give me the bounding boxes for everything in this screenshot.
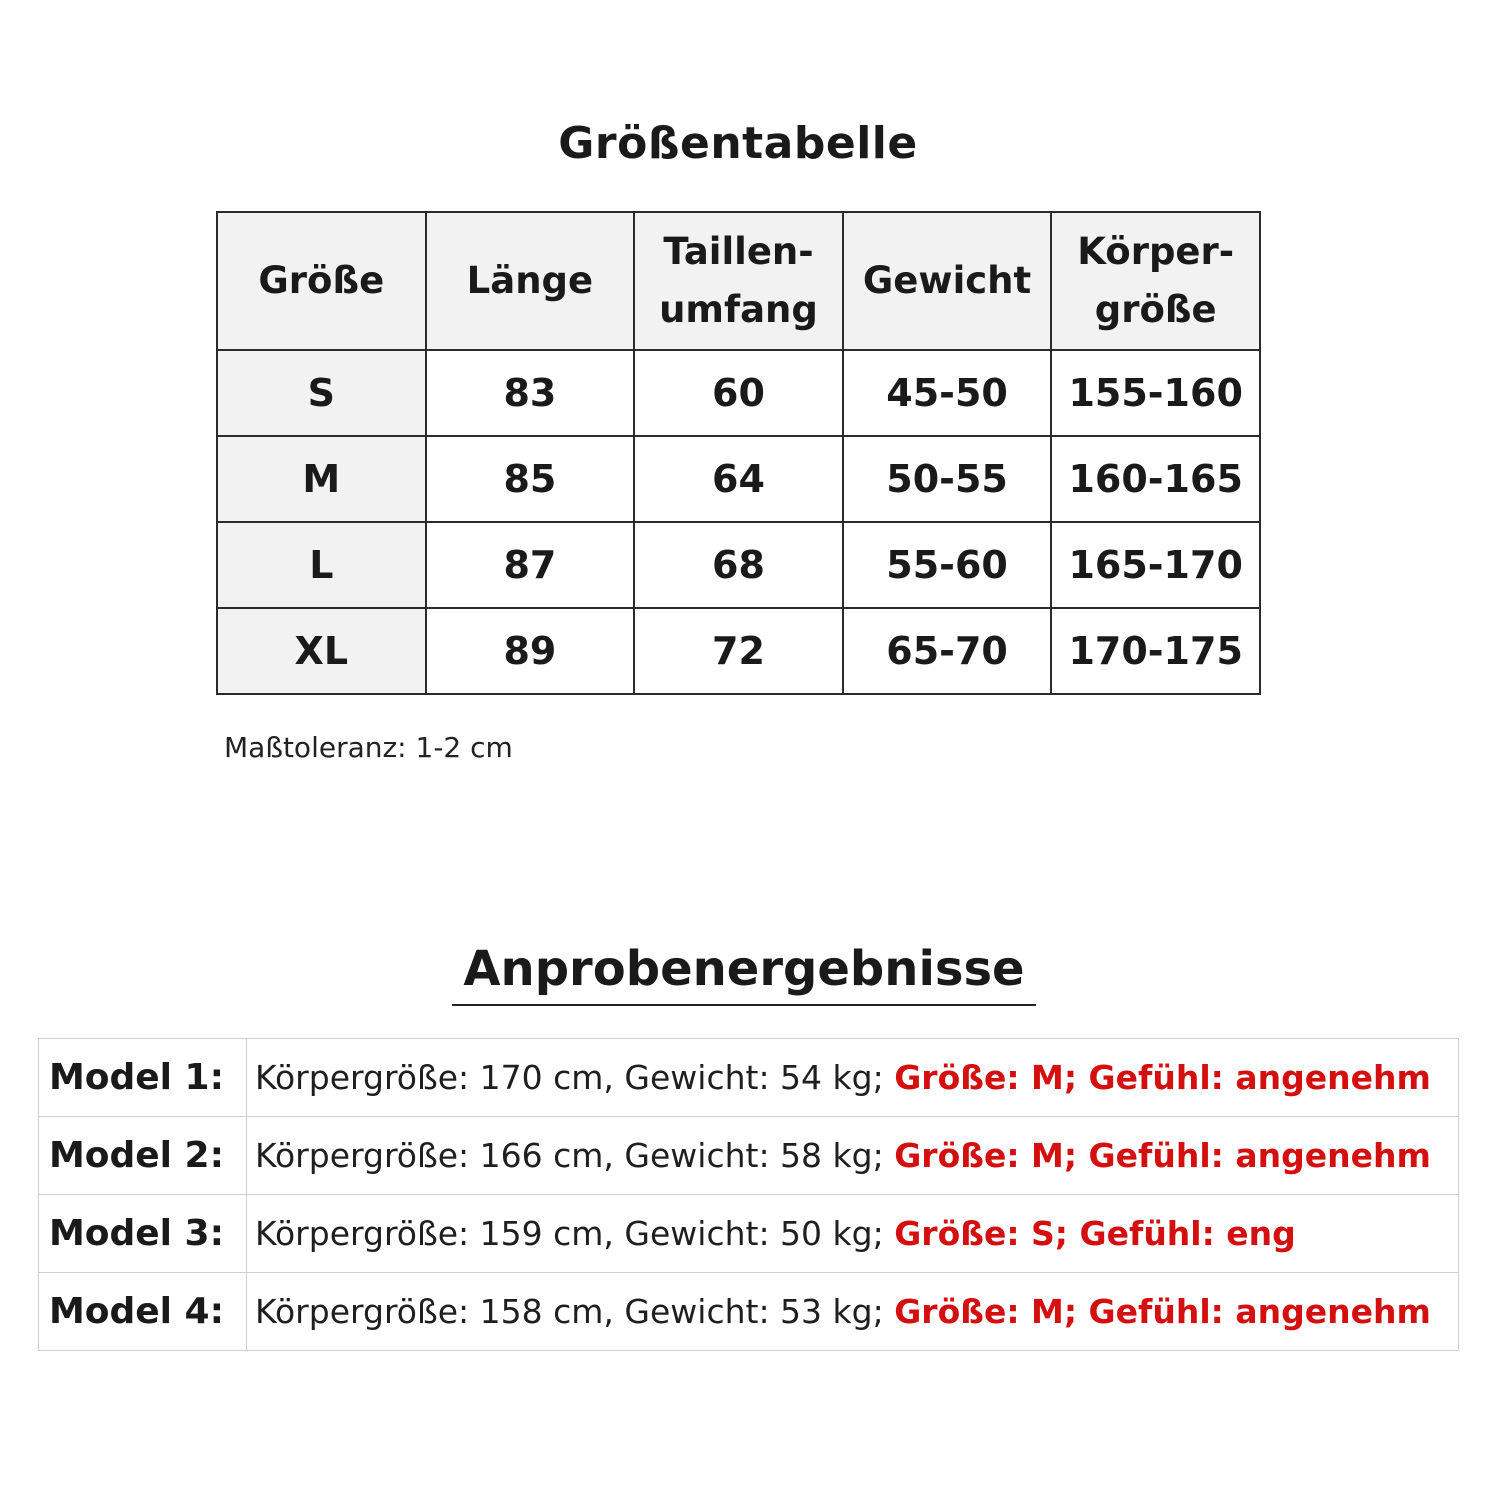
header-cell-length — [426, 212, 635, 350]
fit-results-title: Anprobenergebnisse — [463, 941, 1025, 997]
table-row — [39, 1273, 1459, 1351]
weight-cell: 45-50 — [843, 350, 1052, 436]
size-chart-title: Größentabelle — [558, 118, 918, 169]
body-height-cell: 170-175 — [1051, 608, 1260, 694]
length-cell: 87 — [426, 522, 635, 608]
body-height-cell: 155-160 — [1051, 350, 1260, 436]
model-fit-result: Größe: S; Gefühl: eng — [894, 1214, 1296, 1253]
model-fit-result: Größe: M; Gefühl: angenehm — [894, 1292, 1431, 1331]
model-label: Model 4: — [39, 1273, 247, 1351]
table-row — [217, 608, 1260, 694]
model-fit-result: Größe: M; Gefühl: angenehm — [894, 1058, 1431, 1097]
header-line: Gewicht — [862, 259, 1032, 302]
model-detail — [247, 1195, 1459, 1273]
header-cell-body-height — [1051, 212, 1260, 350]
header-cell-size — [217, 212, 426, 350]
size-cell: XL — [217, 608, 426, 694]
model-label: Model 1: — [39, 1039, 247, 1117]
size-chart-header-row — [217, 212, 1260, 350]
table-row — [217, 436, 1260, 522]
fit-results-title-underline — [452, 1004, 1036, 1006]
header-line: Körper- — [1077, 230, 1235, 273]
table-row — [217, 522, 1260, 608]
length-cell: 85 — [426, 436, 635, 522]
model-measurements: Körpergröße: 166 cm, Gewicht: 58 kg; — [255, 1136, 895, 1175]
model-measurements: Körpergröße: 159 cm, Gewicht: 50 kg; — [255, 1214, 895, 1253]
body-height-cell: 165-170 — [1051, 522, 1260, 608]
tolerance-note: Maßtoleranz: 1-2 cm — [224, 731, 513, 764]
model-detail — [247, 1273, 1459, 1351]
weight-cell: 65-70 — [843, 608, 1052, 694]
fit-results-table — [38, 1038, 1459, 1351]
body-height-cell: 160-165 — [1051, 436, 1260, 522]
model-label: Model 2: — [39, 1117, 247, 1195]
size-cell: M — [217, 436, 426, 522]
weight-cell: 55-60 — [843, 522, 1052, 608]
table-row — [39, 1195, 1459, 1273]
header-line: umfang — [659, 288, 818, 331]
table-row — [217, 350, 1260, 436]
model-detail — [247, 1117, 1459, 1195]
model-measurements: Körpergröße: 170 cm, Gewicht: 54 kg; — [255, 1058, 895, 1097]
model-fit-result: Größe: M; Gefühl: angenehm — [894, 1136, 1431, 1175]
waist-cell: 60 — [634, 350, 843, 436]
header-cell-weight — [843, 212, 1052, 350]
waist-cell: 68 — [634, 522, 843, 608]
table-row — [39, 1039, 1459, 1117]
weight-cell: 50-55 — [843, 436, 1052, 522]
header-line: Größe — [258, 259, 385, 302]
table-row — [39, 1117, 1459, 1195]
waist-cell: 64 — [634, 436, 843, 522]
size-cell: S — [217, 350, 426, 436]
size-chart-table — [216, 211, 1261, 695]
model-label: Model 3: — [39, 1195, 247, 1273]
header-line: Taillen- — [663, 230, 814, 273]
model-measurements: Körpergröße: 158 cm, Gewicht: 53 kg; — [255, 1292, 895, 1331]
header-line: Länge — [466, 259, 594, 302]
length-cell: 89 — [426, 608, 635, 694]
length-cell: 83 — [426, 350, 635, 436]
size-cell: L — [217, 522, 426, 608]
model-detail — [247, 1039, 1459, 1117]
header-cell-waist — [634, 212, 843, 350]
header-line: größe — [1094, 288, 1217, 331]
waist-cell: 72 — [634, 608, 843, 694]
